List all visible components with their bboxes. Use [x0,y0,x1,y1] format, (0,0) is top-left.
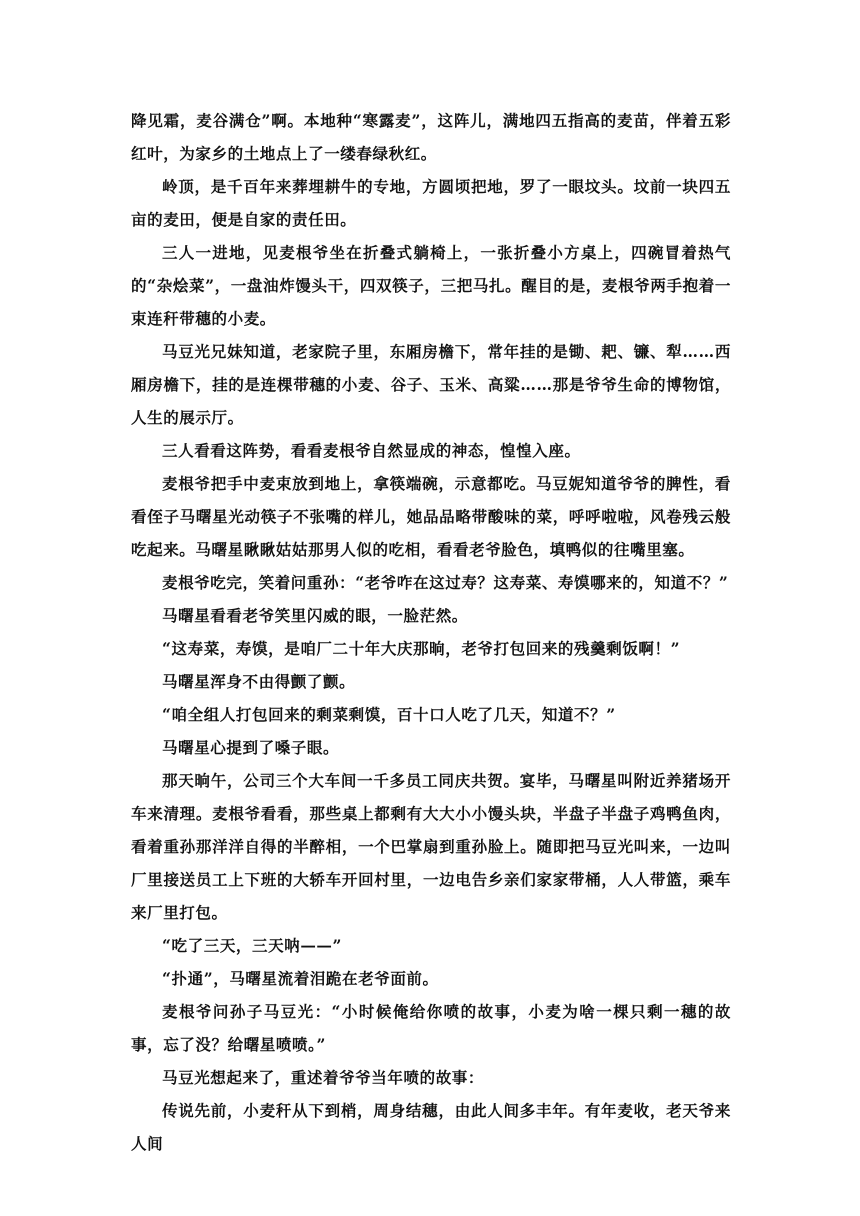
paragraph: 岭顶，是千百年来葬埋耕牛的专地，方圆顷把地，罗了一眼坟头。坟前一块四五亩的麦田，便是自家的责任田。 [131,177,731,229]
paragraph: 传说先前，小麦秆从下到梢，周身结穗，由此人间多丰年。有年麦收，老天爷来人间 [131,1101,731,1153]
paragraph: 那天晌午，公司三个大车间一千多员工同庆共贺。宴毕，马曙星叫附近养猪场开车来清理。麦根爷看看，那些桌上都剩有大大小小馒头块，半盘子半盘子鸡鸭鱼肉，看着重孙那洋洋自得的半醉相，一个巴掌扇到重孙脸上。随即把马豆光叫来，一边叫厂里接送员工上下班的大轿车开回村里，一边电告乡亲们家家带桶，人人带篮，乘车来厂里打包。 [131,771,731,922]
paragraph: “咱全组人打包回来的剩菜剩馍，百十口人吃了几天，知道不？” [162,705,616,724]
paragraph: 马曙星看看老爷笑里闪威的眼，一脸茫然。 [162,606,468,625]
paragraph: 麦根爷吃完，笑着问重孙：“老爷咋在这过寿？这寿菜、寿馍哪来的，知道不？” [162,573,729,592]
paragraph: 麦根爷把手中麦束放到地上，拿筷端碗，示意都吃。马豆妮知道爷爷的脾性，看看侄子马曙星光动筷子不张嘴的样儿，她品品略带酸味的菜，呼呼啦啦，风卷残云般吃起来。马曙星瞅瞅姑姑那男人似的吃相，看看老爷脸色，填鸭似的往嘴里塞。 [131,474,731,559]
paragraph: “吃了三天，三天呐——” [162,936,343,955]
document-body [131,104,731,1160]
paragraph: 马曙星浑身不由得颤了颤。 [162,672,356,691]
paragraph: 麦根爷问孙子马豆光：“小时候俺给你喷的故事，小麦为啥一棵只剩一穗的故事，忘了没？给曙星喷喷。” [131,1002,731,1054]
paragraph: 马豆光想起来了，重述着爷爷当年喷的故事： [162,1068,485,1087]
paragraph: 马曙星心提到了嗓子眼。 [162,738,340,757]
paragraph: “扑通”，马曙星流着泪跪在老爷面前。 [162,969,439,988]
paragraph: 三人一进地，见麦根爷坐在折叠式躺椅上，一张折叠小方桌上，四碗冒着热气的“杂烩菜”，一盘油炸馒头干，四双筷子，三把马扎。醒目的是，麦根爷两手抱着一束连秆带穗的小麦。 [131,243,731,328]
paragraph: 马豆光兄妹知道，老家院子里，东厢房檐下，常年挂的是锄、耙、镰、犁……西厢房檐下，挂的是连棵带穗的小麦、谷子、玉米、高粱……那是爷爷生命的博物馆，人生的展示厅。 [131,342,731,427]
paragraph: 降见霜，麦谷满仓”啊。本地种“寒露麦”，这阵儿，满地四五指高的麦苗，伴着五彩红叶，为家乡的土地点上了一缕春绿秋红。 [131,111,731,163]
paragraph: “这寿菜，寿馍，是咱厂二十年大庆那晌，老爷打包回来的残羹剩饭啊！” [162,639,681,658]
paragraph: 三人看看这阵势，看看麦根爷自然显成的神态，惶惶入座。 [162,441,581,460]
